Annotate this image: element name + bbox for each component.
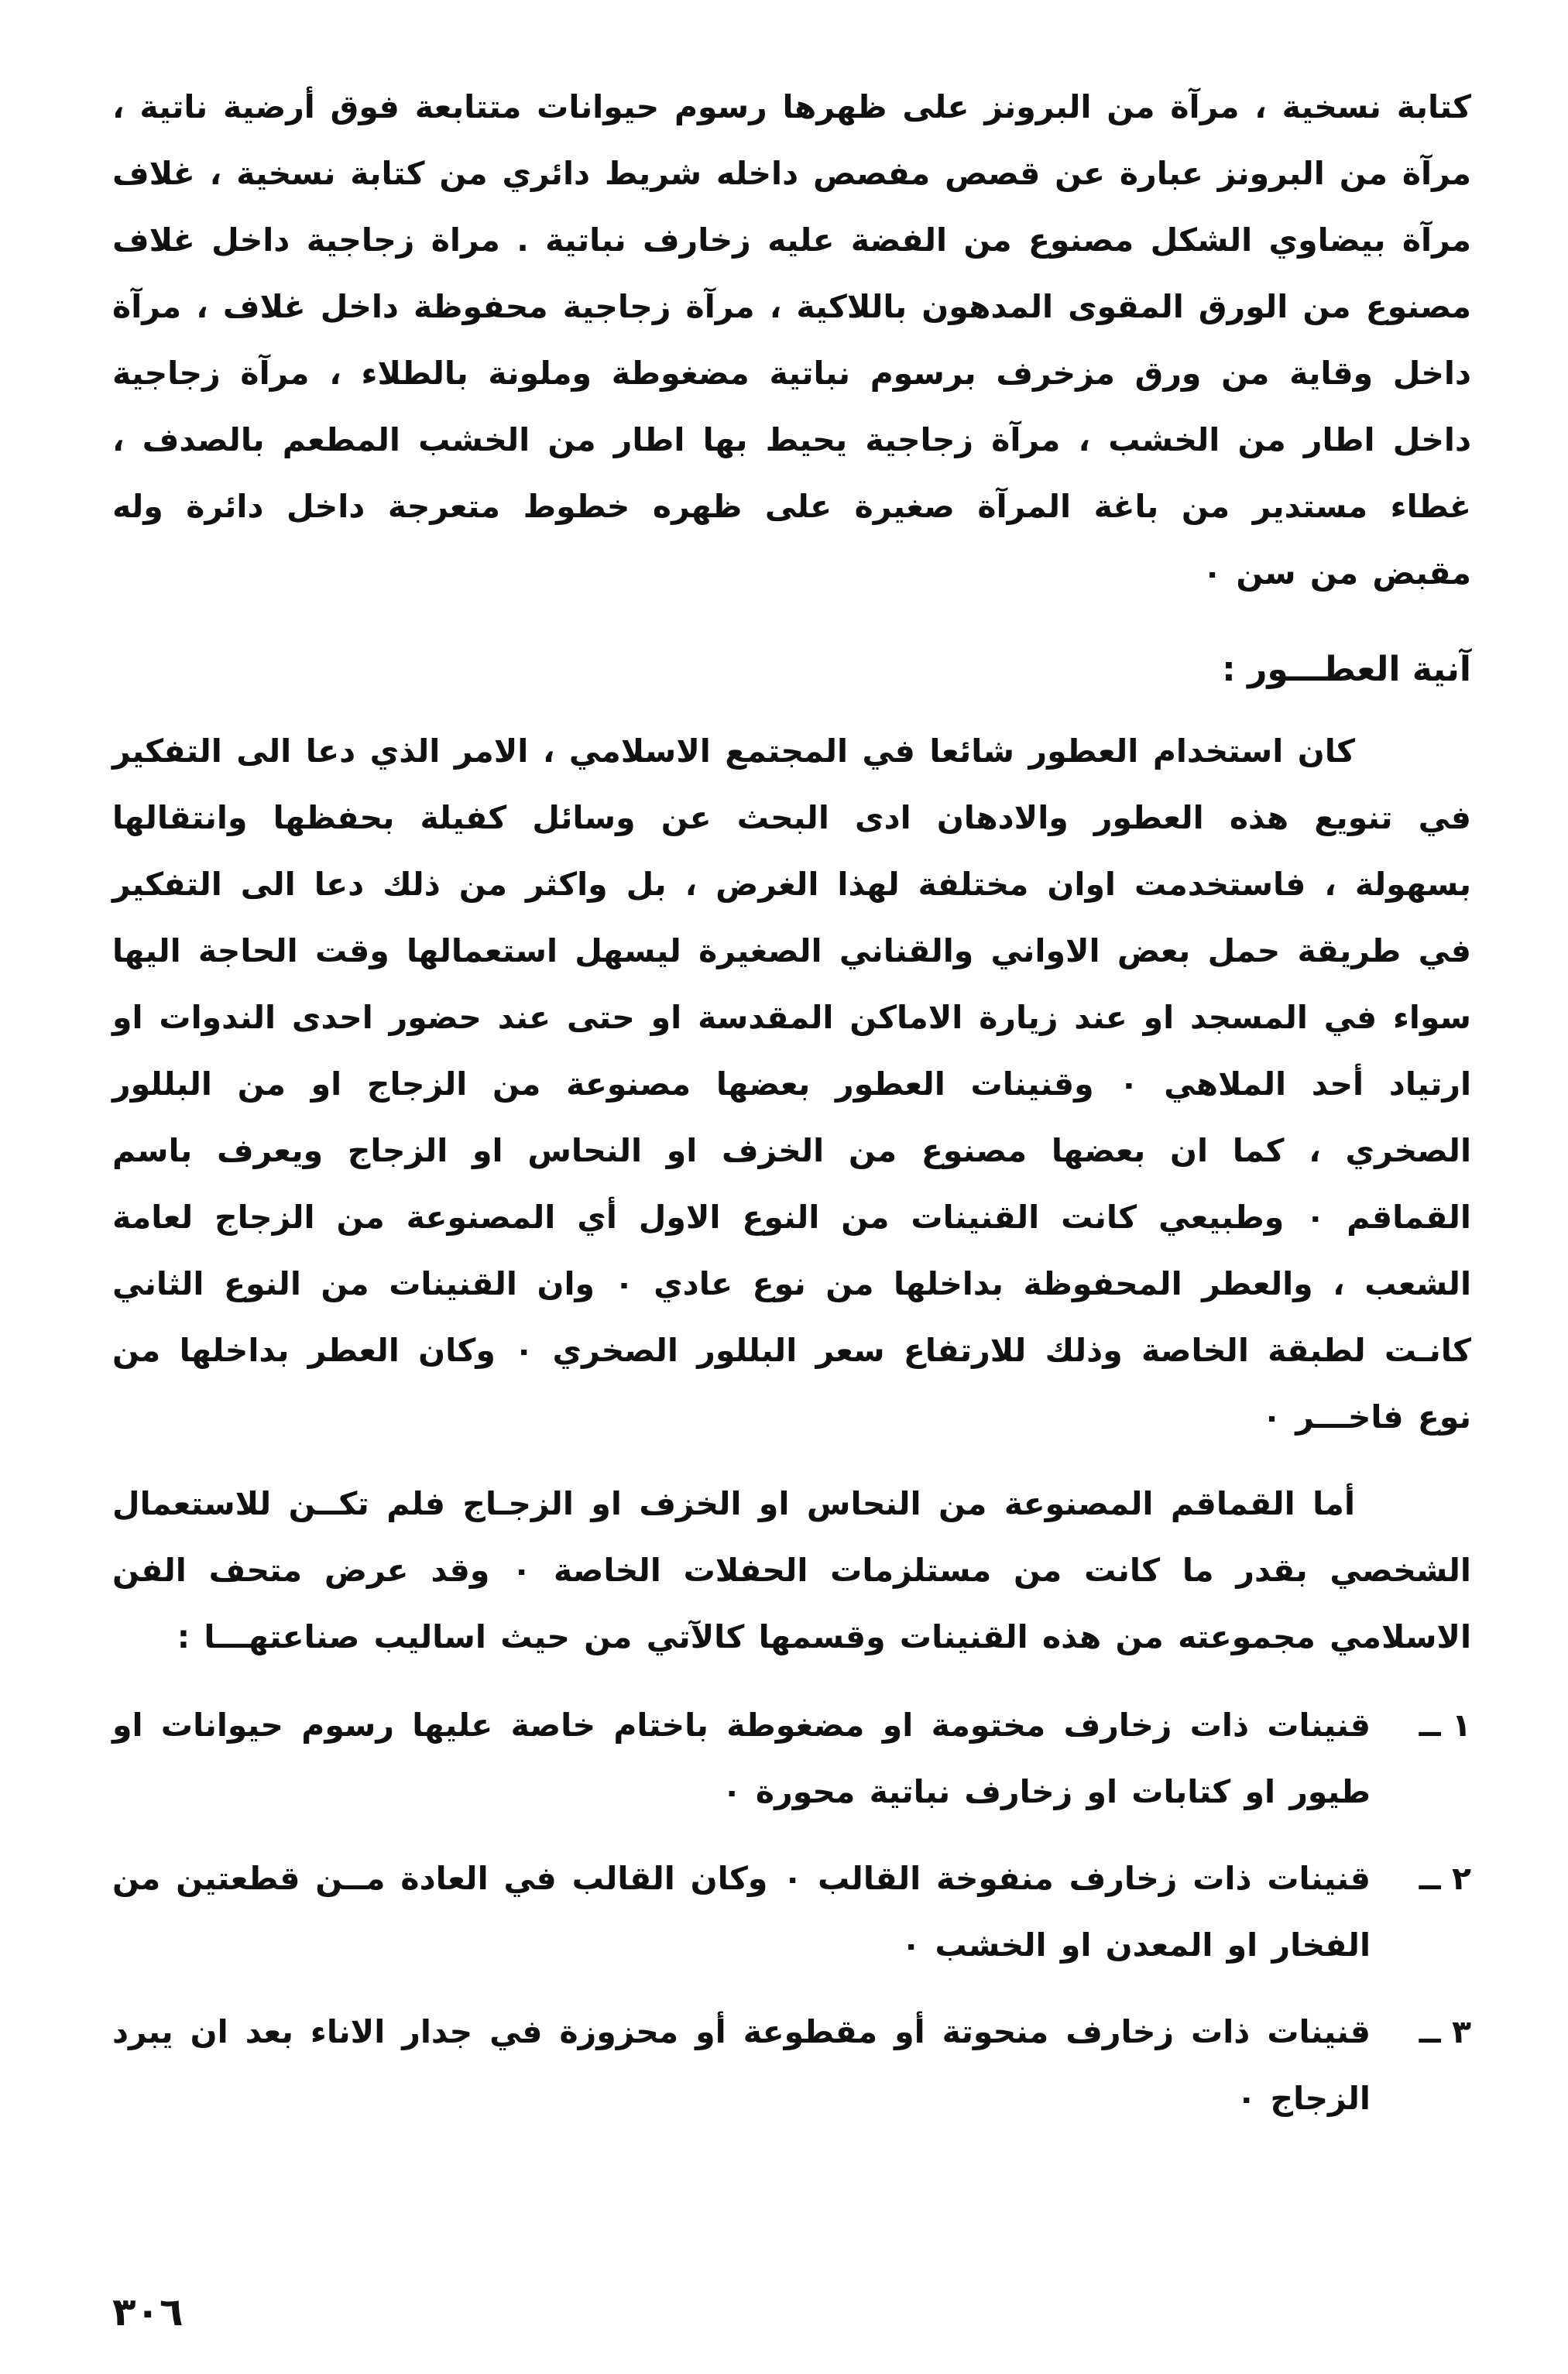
list-item (112, 1845, 1471, 1978)
list-item-number: ٢ ــ (1419, 1860, 1471, 1897)
list-item-text: قنينات ذات زخارف مختومة او مضغوطة باختام خاصة عليها رسوم حيوانات او طيور او كتابات او زخارف نباتية محورة ٠ (112, 1707, 1371, 1810)
numbered-list (112, 1692, 1471, 2132)
document-page (112, 74, 1471, 2335)
list-item (112, 1998, 1471, 2132)
intro-paragraph: كتابة نسخية ، مرآة من البرونز على ظهرها رسوم حيوانات متتابعة فوق أرضية ناتية ، مرآة من البرونز عبارة عن قصص مفصص داخله شريط دائري من كتابة نسخية ، غلاف مرآة بيضاوي الشكل مصنوع من الفضة عليه زخارف نباتية . مراة زجاجية داخل غلاف مصنوع من الورق المقوى المدهون باللاكية ، مرآة زجاجية محفوظة داخل غلاف ، مرآة داخل وقاية من ورق مزخرف برسوم نباتية مضغوطة وملونة بالطلاء ، مرآة زجاجية داخل اطار من الخشب ، مرآة زجاجية يحيط بها اطار من الخشب المطعم بالصدف ، غطاء مستدير من باغة المرآة صغيرة على ظهره خطوط متعرجة داخل دائرة وله مقبض من سن ٠ (112, 88, 1471, 592)
list-item-text: قنينات ذات زخارف منحوتة أو مقطوعة أو محزوزة في جدار الاناء بعد ان يبرد الزجاج ٠ (112, 2013, 1371, 2117)
page-number: ٣٠٦ (112, 2290, 184, 2335)
list-item-number: ٣ ــ (1419, 2013, 1471, 2050)
list-item (112, 1692, 1471, 1825)
section-heading: آنية العطـــور : (1222, 650, 1471, 689)
body-paragraph: أما القماقم المصنوعة من النحاس او الخزف او الزجـاج فلم تكــن للاستعمال الشخصي بقدر ما كانت من مستلزمات الحفلات الخاصة ٠ وقد عرض متحف الفن الاسلامي مجموعته من هذه القنينات وقسمها كالآتي من حيث اساليب صناعتهـــا : (112, 1485, 1471, 1655)
body-paragraph: كان استخدام العطور شائعا في المجتمع الاسلامي ، الامر الذي دعا الى التفكير في تنويع هذه العطور والادهان ادى البحث عن وسائل كفيلة بحفظها وانتقالها بسهولة ، فاستخدمت اوان مختلفة لهذا الغرض ، بل واكثر من ذلك دعا الى التفكير في طريقة حمل بعض الاواني والقناني الصغيرة ليسهل استعمالها وقت الحاجة اليها سواء في المسجد او عند زيارة الاماكن المقدسة او حتى عند حضور احدى الندوات او ارتياد أحد الملاهي ٠ وقنينات العطور بعضها مصنوعة من الزجاج او من البللور الصخري ، كما ان بعضها مصنوع من الخزف او النحاس او الزجاج ويعرف باسم القماقم ٠ وطبيعي كانت القنينات من النوع الاول أي المصنوعة من الزجاج لعامة الشعب ، والعطر المحفوظة بداخلها من نوع عادي ٠ وان القنينات من النوع الثاني كانـت لطبقة الخاصة وذلك للارتفاع سعر البللور الصخري ٠ وكان العطر بداخلها من نوع فاخـــر ٠ (112, 732, 1471, 1436)
list-item-text: قنينات ذات زخارف منفوخة القالب ٠ وكان القالب في العادة مــن قطعتين من الفخار او المعدن او الخشب ٠ (112, 1860, 1371, 1964)
list-item-number: ١ ــ (1419, 1707, 1471, 1744)
